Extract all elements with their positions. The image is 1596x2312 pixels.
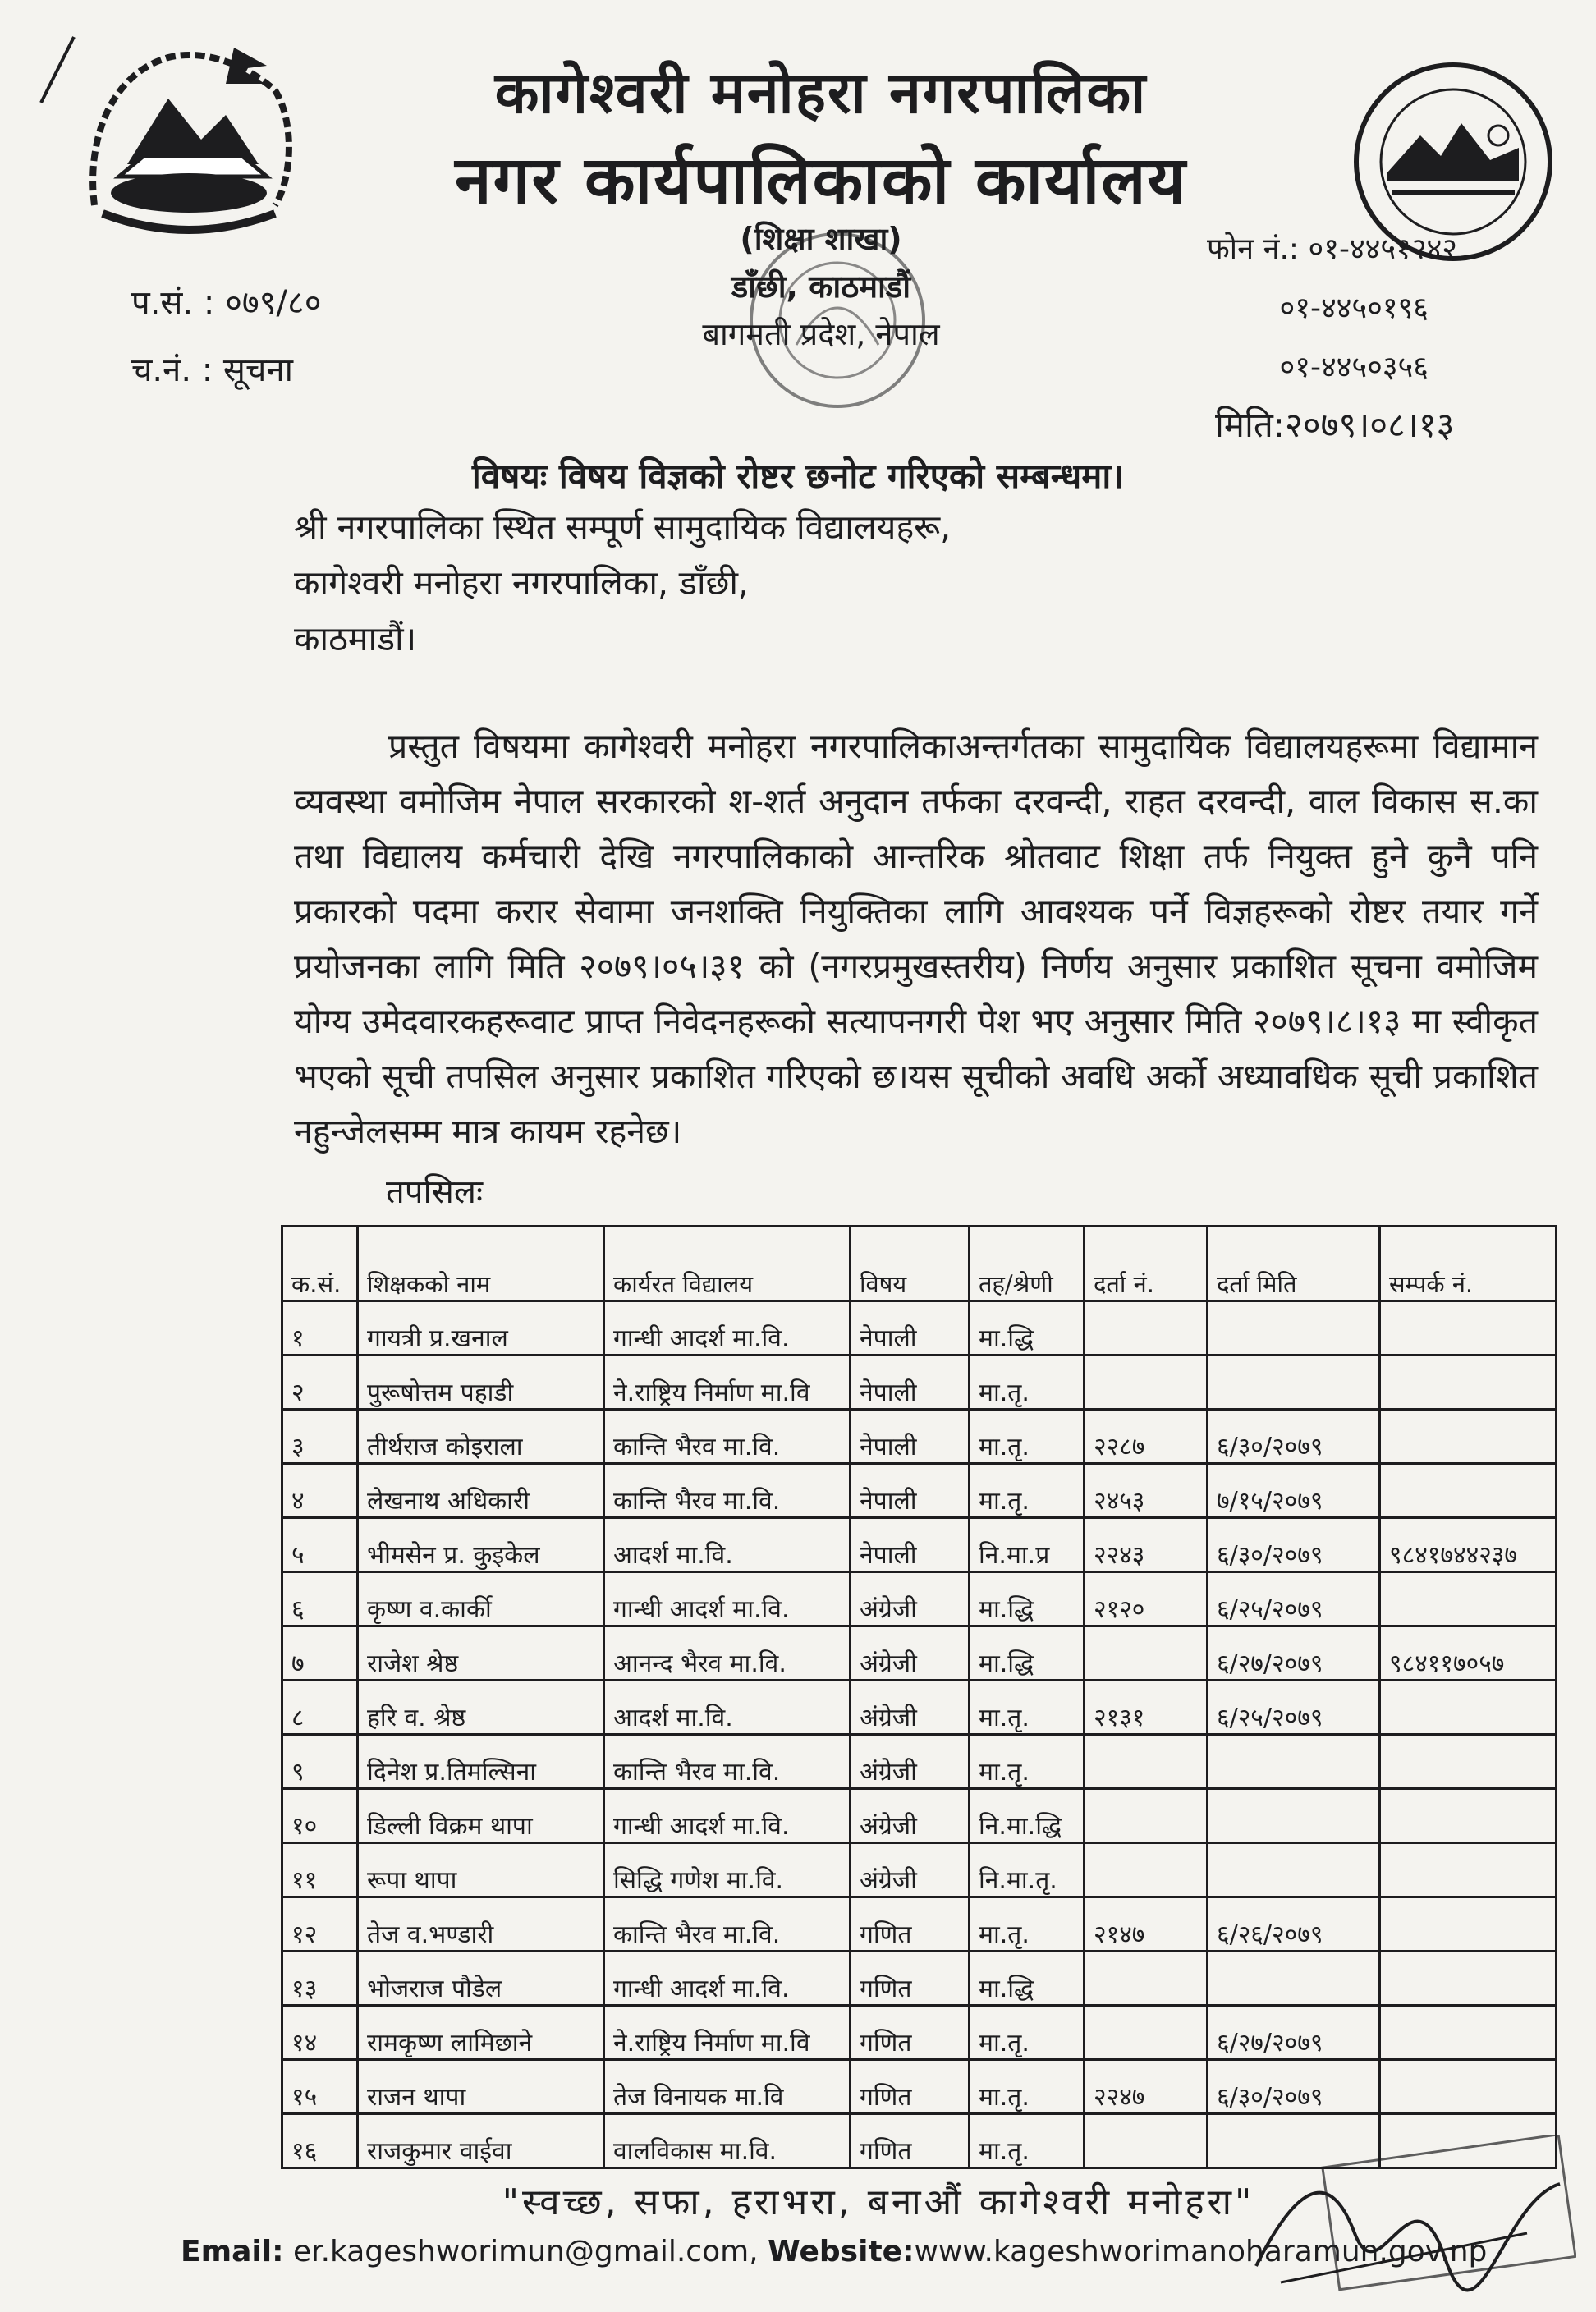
- reference-block: [131, 269, 322, 404]
- table-cell: [1208, 1301, 1380, 1356]
- table-cell: ६/२७/२०७९: [1208, 2006, 1380, 2060]
- column-header: शिक्षकको नाम: [358, 1227, 604, 1301]
- roster-table: [281, 1225, 1557, 2169]
- phone-number: ०१-४४५१२४२: [1308, 232, 1457, 266]
- table-cell: ५: [282, 1518, 358, 1572]
- table-cell: १: [282, 1301, 358, 1356]
- table-cell: अंग्रेजी: [851, 1681, 970, 1735]
- column-header: कार्यरत विद्यालय: [604, 1227, 851, 1301]
- office-stamp-icon: [673, 222, 985, 443]
- table-row: [282, 1626, 1557, 1681]
- column-header: दर्ता नं.: [1085, 1227, 1208, 1301]
- table-cell: [1085, 1301, 1208, 1356]
- table-cell: [1380, 1843, 1557, 1897]
- table-cell: लेखनाथ अधिकारी: [358, 1464, 604, 1518]
- email-label: Email:: [181, 2235, 284, 2268]
- details-heading: तपसिलः: [386, 1173, 484, 1211]
- table-cell: मा.द्धि: [970, 1626, 1085, 1681]
- table-cell: रूपा थापा: [358, 1843, 604, 1897]
- table-cell: नेपाली: [851, 1410, 970, 1464]
- table-cell: मा.तृ.: [970, 1897, 1085, 1952]
- table-cell: हरि व. श्रेष्ठ: [358, 1681, 604, 1735]
- table-cell: रामकृष्ण लामिछाने: [358, 2006, 604, 2060]
- government-emblem-icon: [78, 41, 300, 246]
- table-cell: कान्ति भैरव मा.वि.: [604, 1410, 851, 1464]
- table-cell: मा.तृ.: [970, 2114, 1085, 2168]
- table-cell: मा.द्धि: [970, 1952, 1085, 2006]
- table-cell: कान्ति भैरव मा.वि.: [604, 1464, 851, 1518]
- table-cell: ७/१५/२०७९: [1208, 1464, 1380, 1518]
- table-cell: [1380, 2060, 1557, 2114]
- table-cell: अंग्रेजी: [851, 1626, 970, 1681]
- table-cell: गान्धी आदर्श मा.वि.: [604, 1572, 851, 1626]
- table-row: [282, 1735, 1557, 1789]
- table-cell: मा.तृ.: [970, 2006, 1085, 2060]
- table-cell: ३: [282, 1410, 358, 1464]
- table-row: [282, 1464, 1557, 1518]
- table-cell: २४५३: [1085, 1464, 1208, 1518]
- website-label: Website:: [768, 2235, 915, 2268]
- table-cell: अंग्रेजी: [851, 1572, 970, 1626]
- table-cell: [1085, 1356, 1208, 1410]
- table-cell: नेपाली: [851, 1356, 970, 1410]
- table-cell: कान्ति भैरव मा.वि.: [604, 1735, 851, 1789]
- table-cell: ६/२६/२०७९: [1208, 1897, 1380, 1952]
- phone-label: फोन नं.:: [1207, 232, 1300, 266]
- table-cell: तीर्थराज कोइराला: [358, 1410, 604, 1464]
- table-cell: राजकुमार वाईवा: [358, 2114, 604, 2168]
- table-cell: डिल्ली विक्रम थापा: [358, 1789, 604, 1843]
- table-cell: ११: [282, 1843, 358, 1897]
- table-cell: तेज विनायक मा.वि: [604, 2060, 851, 2114]
- table-cell: [1380, 2006, 1557, 2060]
- table-cell: [1380, 1735, 1557, 1789]
- table-cell: मा.तृ.: [970, 1681, 1085, 1735]
- table-cell: मा.द्धि: [970, 1572, 1085, 1626]
- table-row: [282, 1681, 1557, 1735]
- table-row: [282, 1301, 1557, 1356]
- table-header-row: [282, 1227, 1557, 1301]
- table-cell: राजेश श्रेष्ठ: [358, 1626, 604, 1681]
- footer-motto: "स्वच्छ, सफा, हराभरा, बनाऔं कागेश्वरी मनोहरा": [502, 2181, 1255, 2223]
- table-cell: [1208, 1356, 1380, 1410]
- table-row: [282, 1897, 1557, 1952]
- table-cell: ९८४११७०५७: [1380, 1626, 1557, 1681]
- table-cell: गणित: [851, 2006, 970, 2060]
- table-cell: अंग्रेजी: [851, 1789, 970, 1843]
- table-cell: आदर्श मा.वि.: [604, 1518, 851, 1572]
- table-row: [282, 2060, 1557, 2114]
- table-cell: मा.तृ.: [970, 1735, 1085, 1789]
- letter-subject: विषयः विषय विज्ञको रोष्टर छनोट गरिएको सम्बन्धमा।: [471, 456, 1125, 496]
- table-cell: मा.तृ.: [970, 1410, 1085, 1464]
- email-link[interactable]: er.kageshworimun@gmail.com,: [292, 2235, 759, 2268]
- table-cell: गान्धी आदर्श मा.वि.: [604, 1301, 851, 1356]
- table-cell: १३: [282, 1952, 358, 2006]
- table-cell: गान्धी आदर्श मा.वि.: [604, 1952, 851, 2006]
- table-cell: [1380, 1301, 1557, 1356]
- table-cell: मा.तृ.: [970, 2060, 1085, 2114]
- table-cell: नेपाली: [851, 1518, 970, 1572]
- table-row: [282, 1572, 1557, 1626]
- signature-stamp: [1231, 2135, 1576, 2299]
- table-cell: [1085, 2114, 1208, 2168]
- branch-province: बागमती प्रदेश, नेपाल: [702, 316, 940, 352]
- table-cell: नि.मा.प्र: [970, 1518, 1085, 1572]
- letter-date: मिति:२०७९।०८।१३: [1215, 405, 1455, 445]
- table-cell: २२८७: [1085, 1410, 1208, 1464]
- table-cell: ९: [282, 1735, 358, 1789]
- table-cell: ६/३०/२०७९: [1208, 1518, 1380, 1572]
- table-cell: नि.मा.तृ.: [970, 1843, 1085, 1897]
- table-cell: ६/३०/२०७९: [1208, 1410, 1380, 1464]
- reference-number: प.सं. : ०७९/८०: [131, 284, 322, 322]
- table-cell: मा.तृ.: [970, 1464, 1085, 1518]
- table-cell: [1085, 1952, 1208, 2006]
- table-row: [282, 1356, 1557, 1410]
- table-cell: [1085, 1789, 1208, 1843]
- table-cell: ४: [282, 1464, 358, 1518]
- office-name: नगर कार्यपालिकाको कार्यालय: [455, 142, 1187, 218]
- table-cell: [1085, 1626, 1208, 1681]
- column-header: क.सं.: [282, 1227, 358, 1301]
- table-cell: अंग्रेजी: [851, 1843, 970, 1897]
- table-cell: २१२०: [1085, 1572, 1208, 1626]
- phone-number: ०१-४४५०१९६: [1279, 291, 1429, 325]
- table-cell: [1208, 1952, 1380, 2006]
- table-cell: मा.तृ.: [970, 1356, 1085, 1410]
- table-cell: गणित: [851, 1952, 970, 2006]
- table-cell: तेज व.भण्डारी: [358, 1897, 604, 1952]
- table-cell: [1208, 1735, 1380, 1789]
- table-cell: मा.द्धि: [970, 1301, 1085, 1356]
- table-cell: [1085, 1735, 1208, 1789]
- table-row: [282, 1843, 1557, 1897]
- column-header: सम्पर्क नं.: [1380, 1227, 1557, 1301]
- table-cell: गायत्री प्र.खनाल: [358, 1301, 604, 1356]
- table-cell: ६/२७/२०७९: [1208, 1626, 1380, 1681]
- website-link[interactable]: www.kageshworimanoharamun.gov.np: [914, 2235, 1488, 2268]
- table-row: [282, 1952, 1557, 2006]
- table-cell: ने.राष्ट्रिय निर्माण मा.वि: [604, 2006, 851, 2060]
- table-cell: नेपाली: [851, 1301, 970, 1356]
- table-cell: २: [282, 1356, 358, 1410]
- table-cell: दिनेश प्र.तिमल्सिना: [358, 1735, 604, 1789]
- letter-body: प्रस्तुत विषयमा कागेश्वरी मनोहरा नगरपालिकाअन्तर्गतका सामुदायिक विद्यालयहरूमा विद्यामान व्यवस्था वमोजिम नेपाल सरकारको श-शर्त अनुदान तर्फका दरवन्दी, राहत दरवन्दी, वाल विकास स.का तथा विद्यालय कर्मचारी देखि नगरपालिकाको आन्तरिक श्रोतवाट शिक्षा तर्फ नियुक्त हुने कुनै पनि प्रकारको पदमा करार सेवामा जनशक्ति नियुक्तिका लागि आवश्यक पर्ने विज्ञहरूको रोष्टर तयार गर्ने प्रयोजनका लागि मिति २०७९।०५।३१ को (नगरप्रमुखस्तरीय) निर्णय अनुसार प्रकाशित सूचना वमोजिम योग्य उमेदवारकहरूवाट प्राप्त निवेदनहरूको सत्यापनगरी पेश भए अनुसार मिति २०७९।८।१३ मा स्वीकृत भएको सूची तपसिल अनुसार प्रकाशित गरिएको छ।यस सूचीको अवधि अर्को अध्यावधिक सूची प्रकाशित नहुन्जेलसम्म मात्र कायम रहनेछ।: [294, 727, 1538, 1151]
- table-cell: ६/३०/२०७९: [1208, 2060, 1380, 2114]
- table-cell: ६: [282, 1572, 358, 1626]
- table-cell: [1208, 1789, 1380, 1843]
- table-cell: २२४३: [1085, 1518, 1208, 1572]
- table-cell: कान्ति भैरव मा.वि.: [604, 1897, 851, 1952]
- table-cell: पुरूषोत्तम पहाडी: [358, 1356, 604, 1410]
- table-row: [282, 2006, 1557, 2060]
- table-cell: [1380, 1681, 1557, 1735]
- roster-body: [282, 1301, 1557, 2168]
- column-header: विषय: [851, 1227, 970, 1301]
- table-cell: ने.राष्ट्रिय निर्माण मा.वि: [604, 1356, 851, 1410]
- address-line: श्री नगरपालिका स्थित सम्पूर्ण सामुदायिक विद्यालयहरू,: [294, 507, 952, 547]
- dispatch-number: च.नं. : सूचना: [131, 351, 293, 389]
- column-header: दर्ता मिति: [1208, 1227, 1380, 1301]
- table-cell: [1380, 1410, 1557, 1464]
- table-cell: ९८४१७४४२३७: [1380, 1518, 1557, 1572]
- table-cell: [1380, 1572, 1557, 1626]
- table-cell: [1085, 2006, 1208, 2060]
- table-cell: २२४७: [1085, 2060, 1208, 2114]
- table-cell: गणित: [851, 2060, 970, 2114]
- table-cell: १६: [282, 2114, 358, 2168]
- table-cell: १५: [282, 2060, 358, 2114]
- table-cell: [1380, 1464, 1557, 1518]
- table-cell: ८: [282, 1681, 358, 1735]
- phone-block: [1207, 220, 1457, 397]
- table-cell: [1085, 1843, 1208, 1897]
- table-cell: ६/२५/२०७९: [1208, 1681, 1380, 1735]
- table-cell: [1380, 1897, 1557, 1952]
- table-cell: [1208, 1843, 1380, 1897]
- address-line: कागेश्वरी मनोहरा नगरपालिका, डाँछी,: [294, 563, 749, 603]
- phone-number: ०१-४४५०३५६: [1279, 351, 1429, 384]
- table-cell: गान्धी आदर्श मा.वि.: [604, 1789, 851, 1843]
- table-cell: [1380, 1789, 1557, 1843]
- table-cell: ६/२५/२०७९: [1208, 1572, 1380, 1626]
- table-cell: आदर्श मा.वि.: [604, 1681, 851, 1735]
- table-cell: १४: [282, 2006, 358, 2060]
- column-header: तह/श्रेणी: [970, 1227, 1085, 1301]
- table-row: [282, 1789, 1557, 1843]
- municipality-name: कागेश्वरी मनोहरा नगरपालिका: [494, 59, 1148, 126]
- table-cell: राजन थापा: [358, 2060, 604, 2114]
- table-cell: कृष्ण व.कार्की: [358, 1572, 604, 1626]
- table-cell: नि.मा.द्धि: [970, 1789, 1085, 1843]
- table-cell: भीमसेन प्र. कुइकेल: [358, 1518, 604, 1572]
- table-cell: २१३१: [1085, 1681, 1208, 1735]
- address-line: काठमाडौं।: [294, 619, 417, 658]
- table-row: [282, 1410, 1557, 1464]
- table-cell: १२: [282, 1897, 358, 1952]
- table-cell: ७: [282, 1626, 358, 1681]
- table-cell: गणित: [851, 2114, 970, 2168]
- table-cell: १०: [282, 1789, 358, 1843]
- table-cell: आनन्द भैरव मा.वि.: [604, 1626, 851, 1681]
- table-cell: भोजराज पौडेल: [358, 1952, 604, 2006]
- table-cell: [1380, 1356, 1557, 1410]
- table-cell: वालविकास मा.वि.: [604, 2114, 851, 2168]
- table-row: [282, 1518, 1557, 1572]
- table-cell: नेपाली: [851, 1464, 970, 1518]
- branch-location: डाँछी, काठमाडौं: [731, 268, 911, 305]
- table-cell: सिद्धि गणेश मा.वि.: [604, 1843, 851, 1897]
- table-cell: गणित: [851, 1897, 970, 1952]
- table-cell: २१४७: [1085, 1897, 1208, 1952]
- table-cell: अंग्रेजी: [851, 1735, 970, 1789]
- pen-stroke-mark: [33, 33, 82, 107]
- branch-name: (शिक्षा शाखा): [740, 221, 902, 257]
- table-cell: [1380, 1952, 1557, 2006]
- recipient-address: [294, 499, 951, 667]
